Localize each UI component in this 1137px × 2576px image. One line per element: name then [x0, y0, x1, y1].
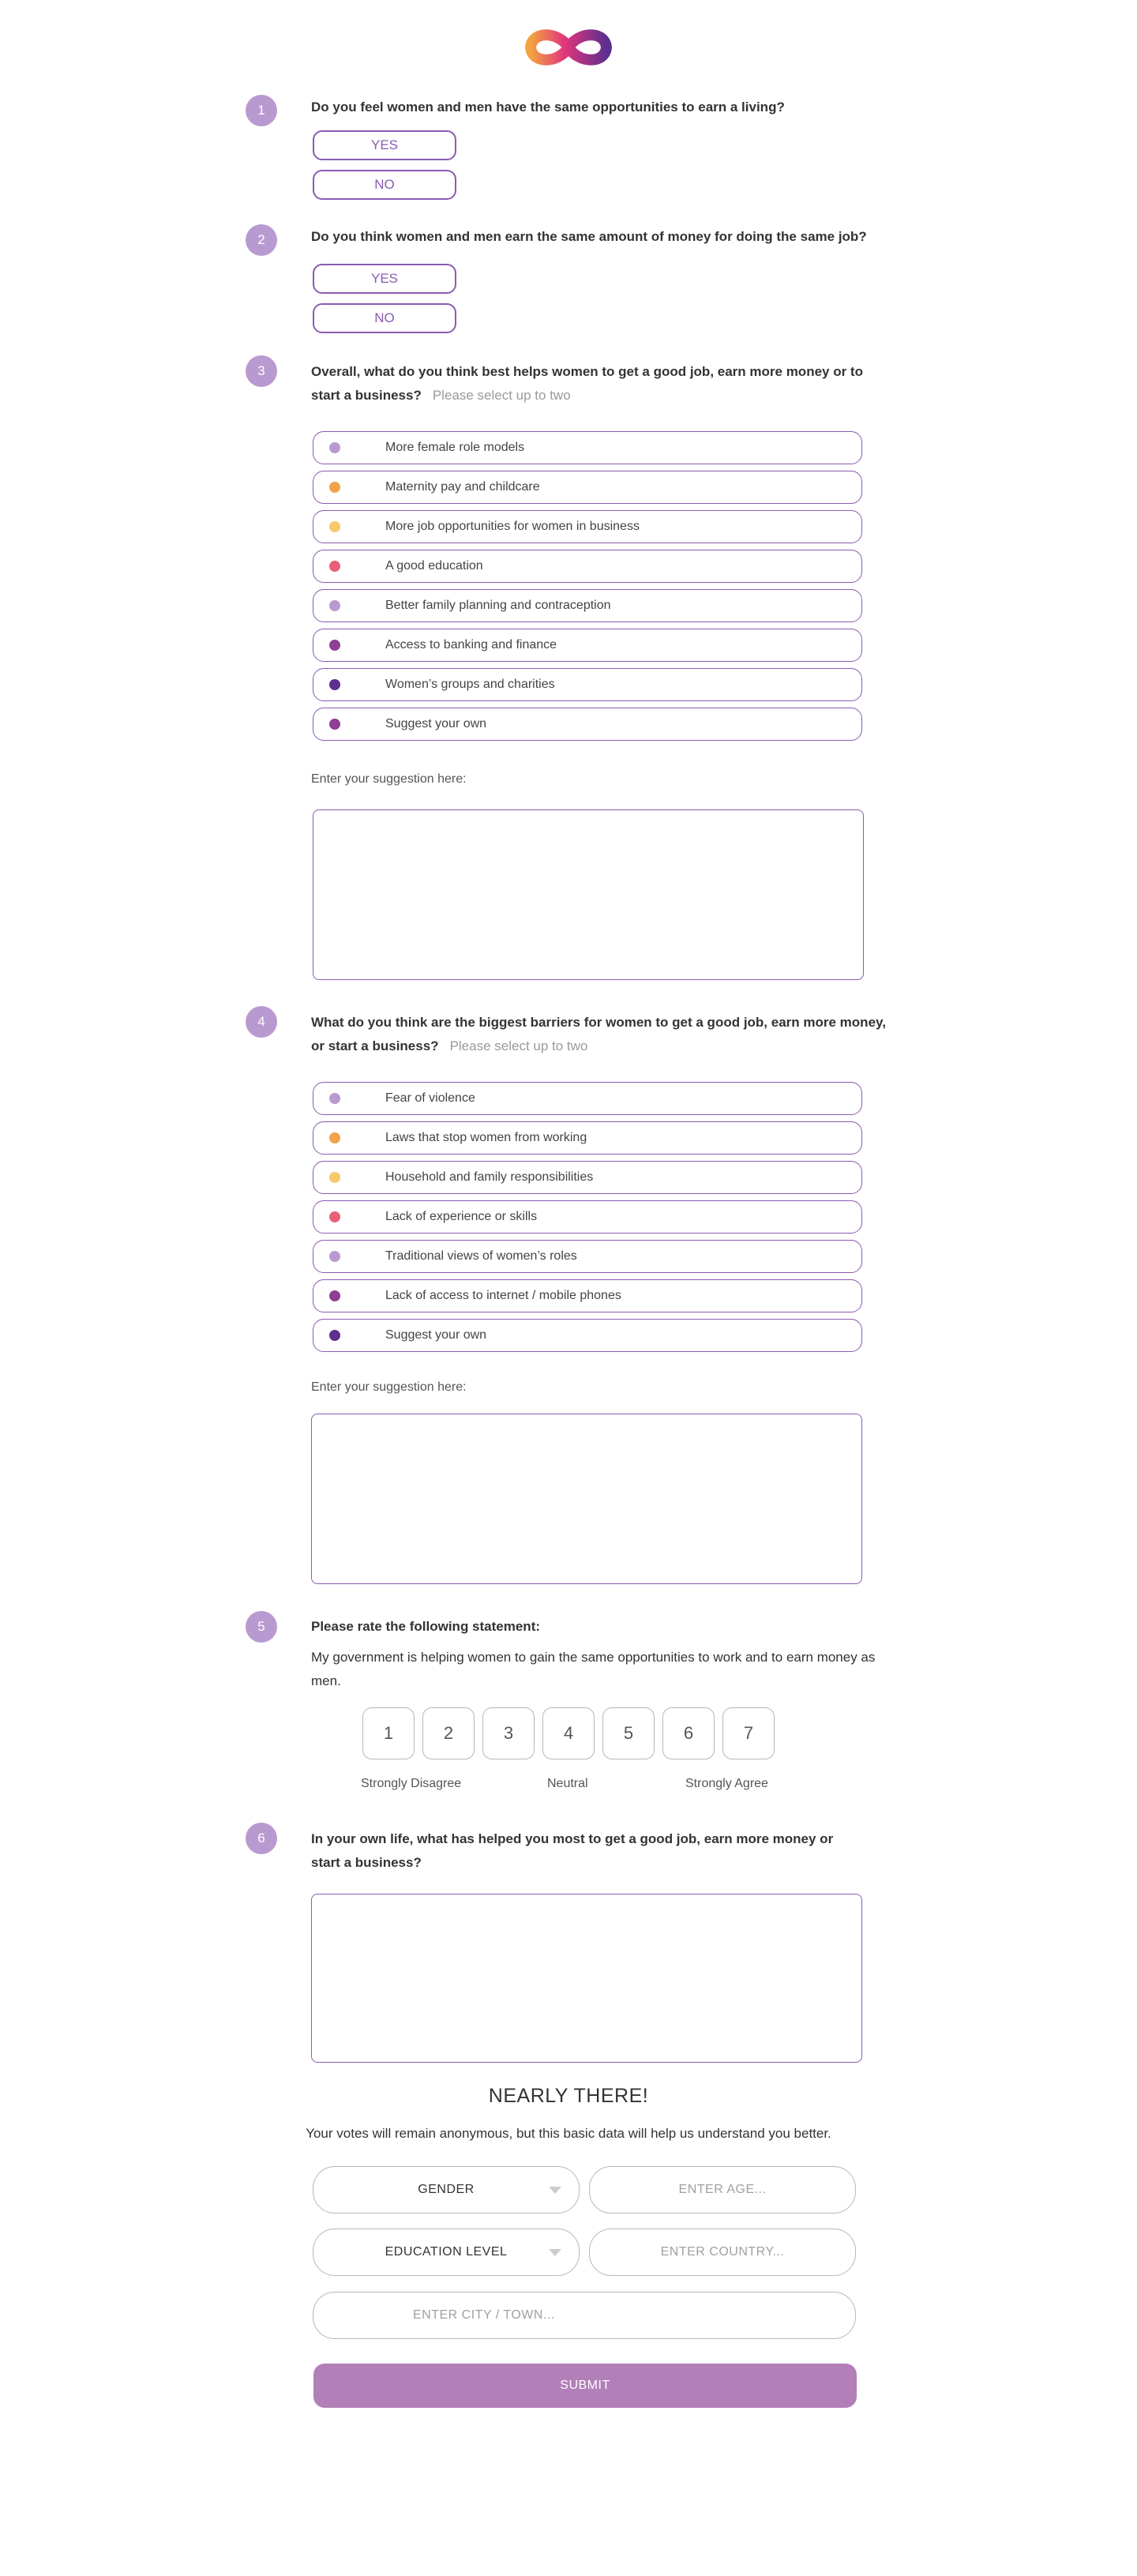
- scale-low-label: Strongly Disagree: [361, 1777, 462, 1790]
- q3-suggestion-textarea[interactable]: [313, 809, 864, 980]
- option-label: Laws that stop women from working: [385, 1131, 587, 1144]
- question-6-badge: 6: [246, 1823, 277, 1854]
- country-input[interactable]: [589, 2229, 856, 2276]
- option-dot-icon: [329, 1330, 340, 1341]
- chevron-down-icon: [549, 2187, 561, 2194]
- question-3-hint: Please select up to two: [432, 388, 571, 403]
- q4-option[interactable]: [313, 1161, 862, 1194]
- option-dot-icon: [329, 1290, 340, 1301]
- option-dot-icon: [329, 521, 340, 532]
- q1-no-button[interactable]: NO: [313, 170, 456, 200]
- q5-statement: My government is helping women to gain the same opportunities to work and to earn money as men.: [311, 1650, 876, 1688]
- scale-mid-label: Neutral: [547, 1777, 588, 1790]
- question-1-badge: 1: [246, 95, 277, 126]
- question-5-badge: 5: [246, 1611, 277, 1643]
- q4-option[interactable]: [313, 1082, 862, 1115]
- q3-option[interactable]: [313, 629, 862, 662]
- rating-button-1[interactable]: 1: [362, 1707, 415, 1759]
- question-3-text: [311, 360, 887, 407]
- q3-option[interactable]: [313, 510, 862, 543]
- q3-option[interactable]: [313, 589, 862, 622]
- gender-select-label: GENDER: [418, 2183, 475, 2196]
- option-dot-icon: [329, 1132, 340, 1143]
- option-dot-icon: [329, 561, 340, 572]
- q4-option[interactable]: [313, 1279, 862, 1312]
- q6-answer-textarea[interactable]: [311, 1894, 862, 2063]
- option-dot-icon: [329, 482, 340, 493]
- anonymity-note: Your votes will remain anonymous, but this basic data will help us understand you better.: [306, 2126, 831, 2141]
- option-dot-icon: [329, 1211, 340, 1222]
- question-3-badge: 3: [246, 355, 277, 387]
- question-4-text: [311, 1011, 887, 1058]
- q3-suggestion-label: Enter your suggestion here:: [311, 772, 467, 786]
- option-label: Suggest your own: [385, 717, 487, 730]
- option-label: More job opportunities for women in business: [385, 520, 640, 533]
- option-label: More female role models: [385, 441, 525, 454]
- q4-option[interactable]: [313, 1200, 862, 1234]
- rating-button-3[interactable]: 3: [482, 1707, 535, 1759]
- option-dot-icon: [329, 442, 340, 453]
- q2-no-button[interactable]: NO: [313, 303, 456, 333]
- rating-button-4[interactable]: 4: [542, 1707, 595, 1759]
- question-5-text: Please rate the following statement:: [311, 1619, 541, 1634]
- nearly-there-heading: NEARLY THERE!: [488, 2085, 649, 2107]
- country-input-placeholder: ENTER COUNTRY...: [660, 2245, 785, 2259]
- option-dot-icon: [329, 640, 340, 651]
- q3-option[interactable]: [313, 668, 862, 701]
- chevron-down-icon: [549, 2249, 561, 2256]
- question-4-badge: 4: [246, 1006, 277, 1038]
- submit-button[interactable]: SUBMIT: [313, 2364, 857, 2408]
- option-dot-icon: [329, 600, 340, 611]
- question-6-text: In your own life, what has helped you most to get a good job, earn more money or start a business?: [311, 1831, 834, 1870]
- q3-option[interactable]: [313, 550, 862, 583]
- rating-button-7[interactable]: 7: [722, 1707, 775, 1759]
- q4-suggestion-textarea[interactable]: [311, 1414, 862, 1584]
- question-4-label: What do you think are the biggest barriers for women to get a good job, earn more money, or start a business?: [311, 1015, 886, 1053]
- option-dot-icon: [329, 1172, 340, 1183]
- option-label: Fear of violence: [385, 1091, 475, 1105]
- option-dot-icon: [329, 1251, 340, 1262]
- gender-select[interactable]: [313, 2166, 580, 2214]
- q4-suggestion-label: Enter your suggestion here:: [311, 1380, 467, 1394]
- city-input-placeholder: ENTER CITY / TOWN...: [413, 2308, 555, 2322]
- infinity-logo: [521, 24, 616, 71]
- question-3-label: Overall, what do you think best helps women to get a good job, earn more money or to start a business?: [311, 364, 863, 403]
- option-label: Lack of access to internet / mobile phones: [385, 1289, 621, 1302]
- question-2-text: Do you think women and men earn the same amount of money for doing the same job?: [311, 229, 867, 244]
- q3-option[interactable]: [313, 431, 862, 464]
- rating-button-6[interactable]: 6: [662, 1707, 715, 1759]
- question-4-hint: Please select up to two: [449, 1038, 588, 1053]
- education-select[interactable]: [313, 2229, 580, 2276]
- q4-option[interactable]: [313, 1121, 862, 1155]
- option-label: Maternity pay and childcare: [385, 480, 540, 494]
- rating-button-5[interactable]: 5: [602, 1707, 655, 1759]
- option-label: Lack of experience or skills: [385, 1210, 538, 1223]
- option-label: Better family planning and contraception: [385, 599, 611, 612]
- option-label: Suggest your own: [385, 1328, 487, 1342]
- q4-option[interactable]: [313, 1319, 862, 1352]
- option-dot-icon: [329, 719, 340, 730]
- scale-high-label: Strongly Agree: [685, 1777, 768, 1790]
- q2-yes-button[interactable]: YES: [313, 264, 456, 294]
- option-label: Access to banking and finance: [385, 638, 557, 652]
- question-1-text: Do you feel women and men have the same opportunities to earn a living?: [311, 100, 785, 115]
- q3-option[interactable]: [313, 708, 862, 741]
- rating-button-2[interactable]: 2: [422, 1707, 475, 1759]
- option-dot-icon: [329, 1093, 340, 1104]
- q4-option[interactable]: [313, 1240, 862, 1273]
- question-2-badge: 2: [246, 224, 277, 256]
- option-label: Traditional views of women’s roles: [385, 1249, 577, 1263]
- education-select-label: EDUCATION LEVEL: [385, 2245, 508, 2259]
- age-input-placeholder: ENTER AGE...: [678, 2183, 767, 2196]
- q3-option[interactable]: [313, 471, 862, 504]
- q1-yes-button[interactable]: YES: [313, 130, 456, 160]
- age-input[interactable]: [589, 2166, 856, 2214]
- option-label: Household and family responsibilities: [385, 1170, 594, 1184]
- option-label: A good education: [385, 559, 483, 573]
- option-label: Women’s groups and charities: [385, 678, 555, 691]
- city-input[interactable]: [313, 2292, 856, 2339]
- option-dot-icon: [329, 679, 340, 690]
